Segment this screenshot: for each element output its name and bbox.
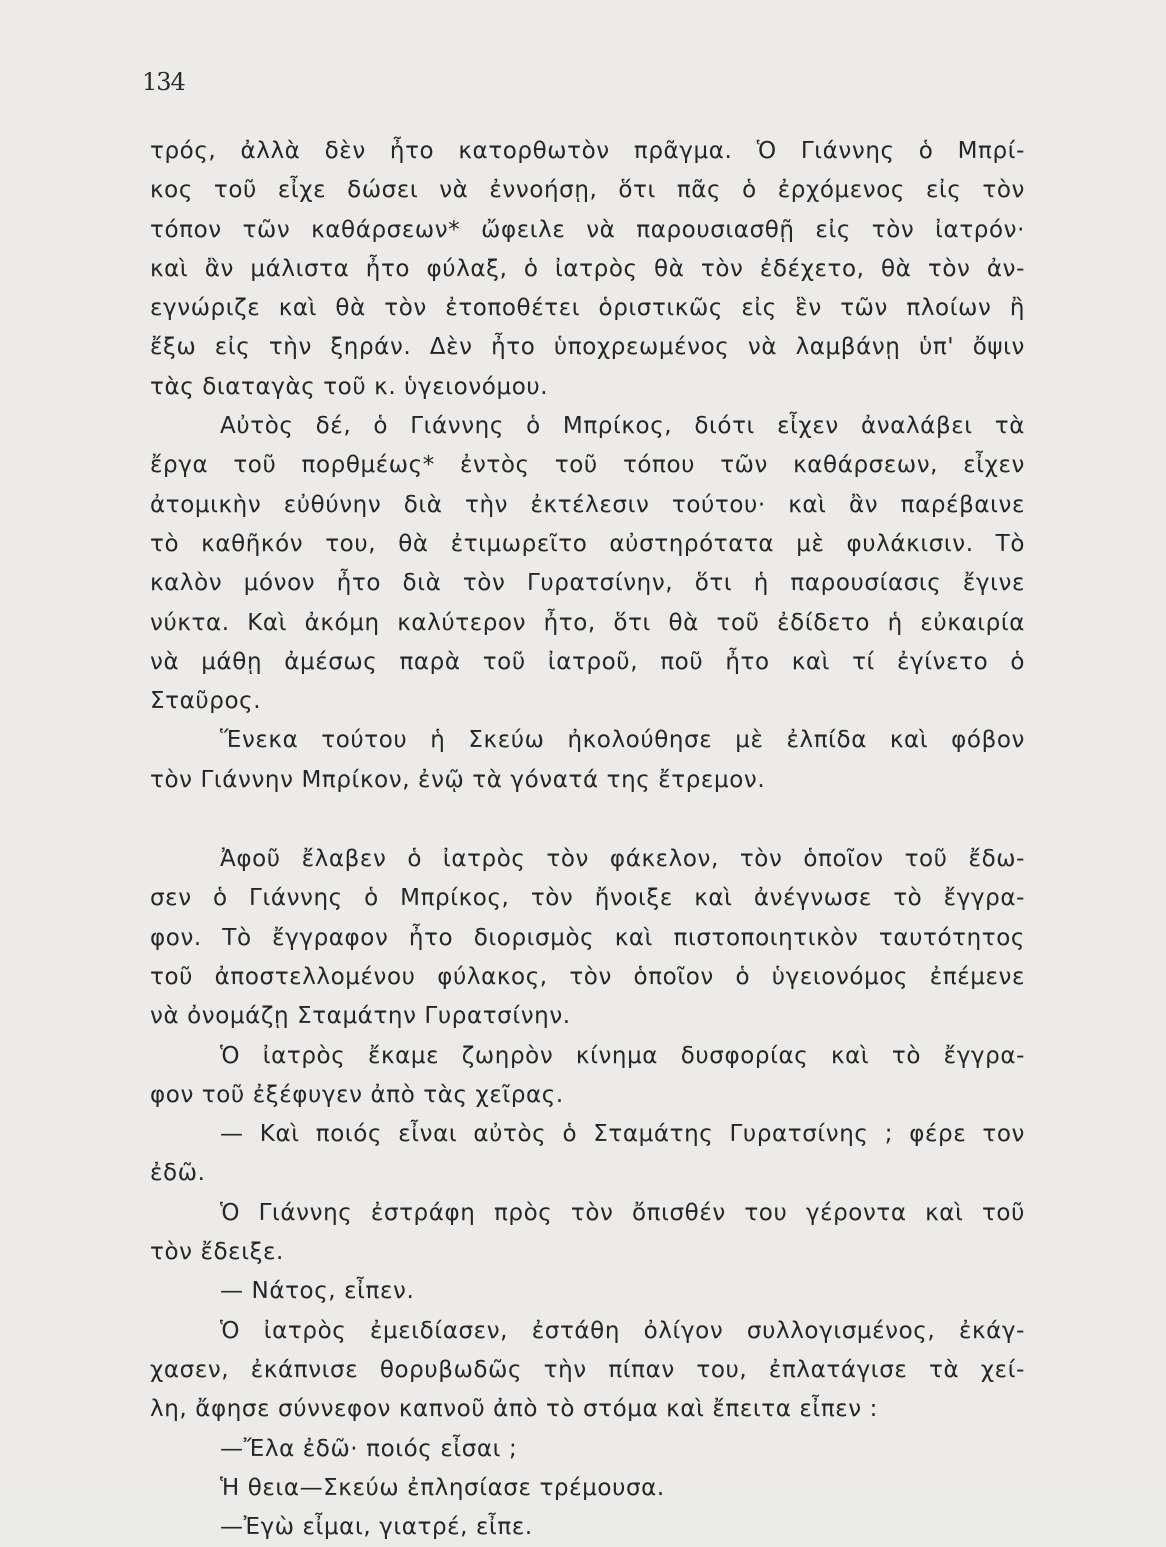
text-line: Ἀφοῦ ἔλαβεν ὁ ἰατρὸς τὸν φάκελον, τὸν ὁποῖον τοῦ ἔδω- [220,846,1025,873]
text-line: ἔξω εἰς τὴν ξηράν. Δὲν ἦτο ὑποχρεωμένος νὰ λαμβάνῃ ὑπ' ὄψιν [150,334,1025,361]
text-line: ἐδῶ. [150,1160,206,1187]
text-line: Ὁ ἰατρὸς ἔκαμε ζωηρὸν κίνημα δυσφορίας καὶ τὸ ἔγγρα- [220,1042,1025,1069]
text-line: σεν ὁ Γιάννης ὁ Μπρίκος, τὸν ἤνοιξε καὶ ἀνέγνωσε τὸ ἔγγρα- [150,885,1025,912]
text-line: τὰς διαταγὰς τοῦ κ. ὑγειονόμου. [150,373,549,400]
text-line: τὸν Γιάννην Μπρίκον, ἐνῷ τὰ γόνατά της ἔτρεμον. [150,766,766,793]
text-line: χασεν, ἐκάπνισε θορυβωδῶς τὴν πίπαν του, ἐπλατάγισε τὰ χεί- [150,1356,1025,1383]
text-line: — Καὶ ποιός εἶναι αὐτὸς ὁ Σταμάτης Γυρατσίνης ; φέρε τον [220,1121,1025,1148]
text-line: κος τοῦ εἶχε δώσει νὰ ἐννοήσῃ, ὅτι πᾶς ὁ ἐρχόμενος εἰς τὸν [150,177,1025,204]
text-line: τρός, ἀλλὰ δὲν ἦτο κατορθωτὸν πρᾶγμα. Ὁ Γιάννης ὁ Μπρί- [150,138,1025,164]
text-line: —Ἔλα ἐδῶ· ποιός εἶσαι ; [220,1435,518,1462]
text-body [150,132,1025,1547]
paragraph-gap [150,800,1025,840]
text-line: ἀτομικὴν εὐθύνην διὰ τὴν ἐκτέλεσιν τούτου· καὶ ἂν παρέβαινε [150,491,1025,518]
text-line: τὸν ἔδειξε. [150,1239,284,1266]
text-line: τόπον τῶν καθάρσεων* ὤφειλε νὰ παρουσιασθῇ εἰς τὸν ἰατρόν· [150,216,1025,243]
text-line: νύκτα. Καὶ ἀκόμη καλύτερον ἦτο, ὅτι θὰ τοῦ ἐδίδετο ἡ εὐκαιρία [150,609,1025,636]
text-line: καὶ ἂν μάλιστα ἦτο φύλαξ, ὁ ἰατρὸς θὰ τὸν ἐδέχετο, θὰ τὸν ἀν- [150,255,1025,282]
text-line: Σταῦρος. [150,688,262,715]
text-line: φον. Τὸ ἔγγραφον ἦτο διορισμὸς καὶ πιστοποιητικὸν ταυτότητος [150,924,1025,951]
text-line: φον τοῦ ἐξέφυγεν ἀπὸ τὰς χεῖρας. [150,1081,564,1108]
text-line: Ὁ Γιάννης ἐστράφη πρὸς τὸν ὄπισθέν του γέροντα καὶ τοῦ [220,1199,1025,1226]
text-line: — Νάτος, εἶπεν. [220,1278,415,1305]
text-line: Αὐτὸς δέ, ὁ Γιάννης ὁ Μπρίκος, διότι εἶχεν ἀναλάβει τὰ [220,413,1025,440]
text-line: λη, ἄφησε σύννεφον καπνοῦ ἀπὸ τὸ στόμα καὶ ἔπειτα εἶπεν : [150,1396,879,1423]
text-line: νὰ μάθῃ ἀμέσως παρὰ τοῦ ἰατροῦ, ποῦ ἦτο καὶ τί ἐγίνετο ὁ [150,648,1025,675]
text-line: —Ἐγὼ εἶμαι, γιατρέ, εἶπε. [220,1514,533,1541]
text-line: εγνώριζε καὶ θὰ τὸν ἐτοποθέτει ὁριστικῶς εἰς ἓν τῶν πλοίων ἢ [150,295,1025,322]
text-line: τὸ καθῆκόν του, θὰ ἐτιμωρεῖτο αὐστηρότατα μὲ φυλάκισιν. Τὸ [150,530,1025,557]
text-line: Ἕνεκα τούτου ἡ Σκεύω ἠκολούθησε μὲ ἐλπίδα καὶ φόβον [220,727,1025,754]
text-line: καλὸν μόνον ἦτο διὰ τὸν Γυρατσίνην, ὅτι ἡ παρουσίασις ἔγινε [150,570,1025,597]
text-line: νὰ ὀνομάζῃ Σταμάτην Γυρατσίνην. [150,1003,571,1030]
text-line: τοῦ ἀποστελλομένου φύλακος, τὸν ὁποῖον ὁ ὑγειονόμος ἐπέμενε [150,963,1025,990]
text-line: Ἡ θεια—Σκεύω ἐπλησίασε τρέμουσα. [220,1474,665,1501]
text-line: ἔργα τοῦ πορθμέως* ἐντὸς τοῦ τόπου τῶν καθάρσεων, εἶχεν [150,452,1025,479]
page-number: 134 [142,68,185,96]
text-line: Ὁ ἰατρὸς ἐμειδίασεν, ἐστάθη ὀλίγον συλλογισμένος, ἐκάγ- [220,1317,1025,1344]
